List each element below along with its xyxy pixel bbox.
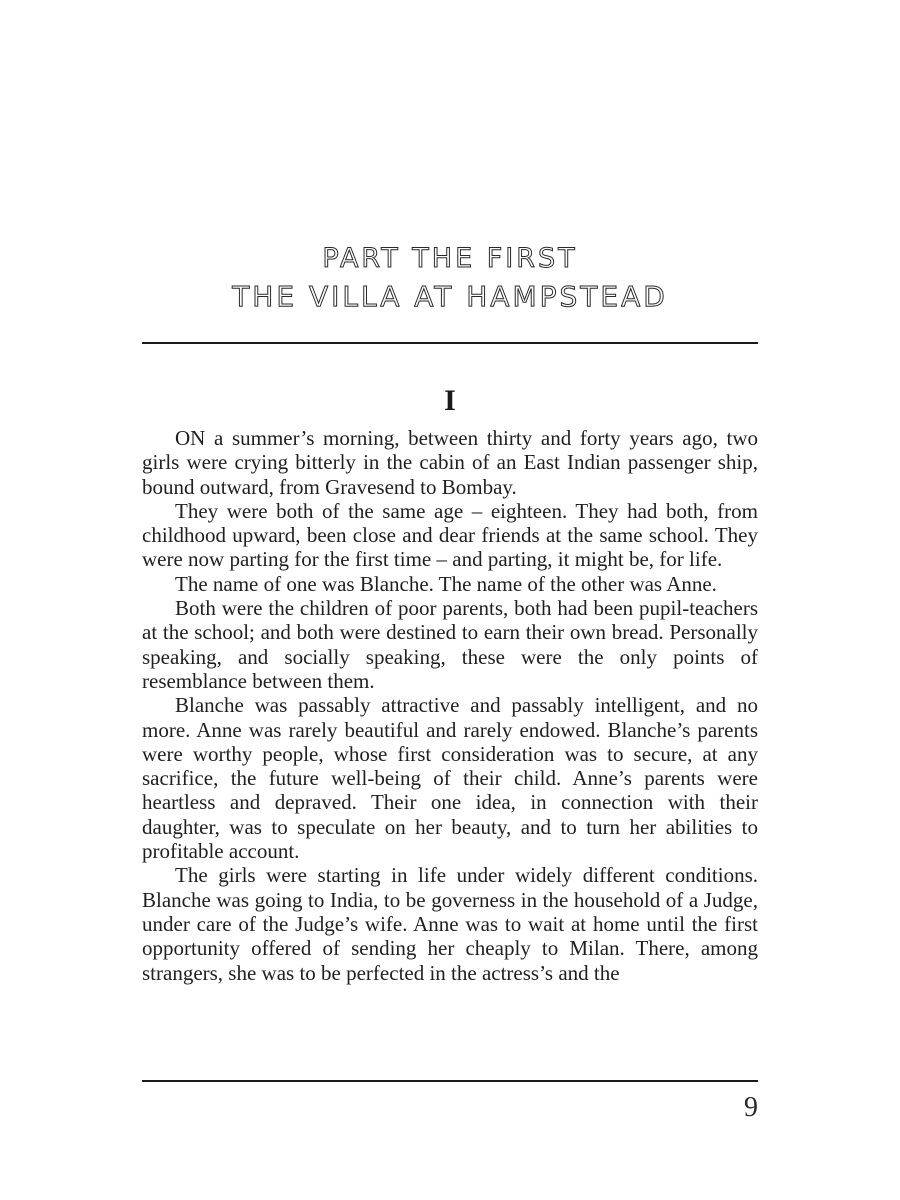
page-number: 9 [744,1092,758,1123]
bottom-rule [142,1080,758,1082]
paragraph: Blanche was passably attractive and passably intelligent, and no more. Anne was rarely beautiful and rarely endowed. Blanche’s parents were worthy people, whose first consideration was to secure, at any sacrifice, the future well-being of their child. Anne’s parents were heartless and depraved. Their one idea, in connection with their daughter, was to speculate on her beauty, and to turn her abilities to profitable account. [142,693,758,864]
paragraph: Both were the children of poor parents, both had been pupil-teachers at the school; and both were destined to earn their own bread. Personally speaking, and socially speaking, these were the only points of resemblance between them. [142,596,758,693]
part-label: PART THE FIRST [322,243,578,274]
top-rule [142,342,758,344]
paragraph: The name of one was Blanche. The name of the other was Anne. [175,571,717,596]
paragraph: ON a summer’s morning, between thirty and forty years ago, two girls were crying bitterly in the cabin of an East Indian passenger ship, bound outward, from Gravesend to Bombay. [142,426,758,499]
paragraph: They were both of the same age – eighteen. They had both, from childhood upward, been close and dear friends at the same school. They were now parting for the first time – and parting, it might be, for life. [142,498,758,572]
part-title: THE VILLA AT HAMPSTEAD [232,280,668,313]
paragraph: The girls were starting in life under widely different conditions. Blanche was going to India, to be governess in the household of a Judge, under care of the Judge’s wife. Anne was to wait at home until the first opportunity offered of sending her cheaply to Milan. There, among strangers, she was to be perfected in the actress’s and the [142,863,758,985]
body-text [142,426,758,985]
chapter-numeral: I [444,384,456,417]
